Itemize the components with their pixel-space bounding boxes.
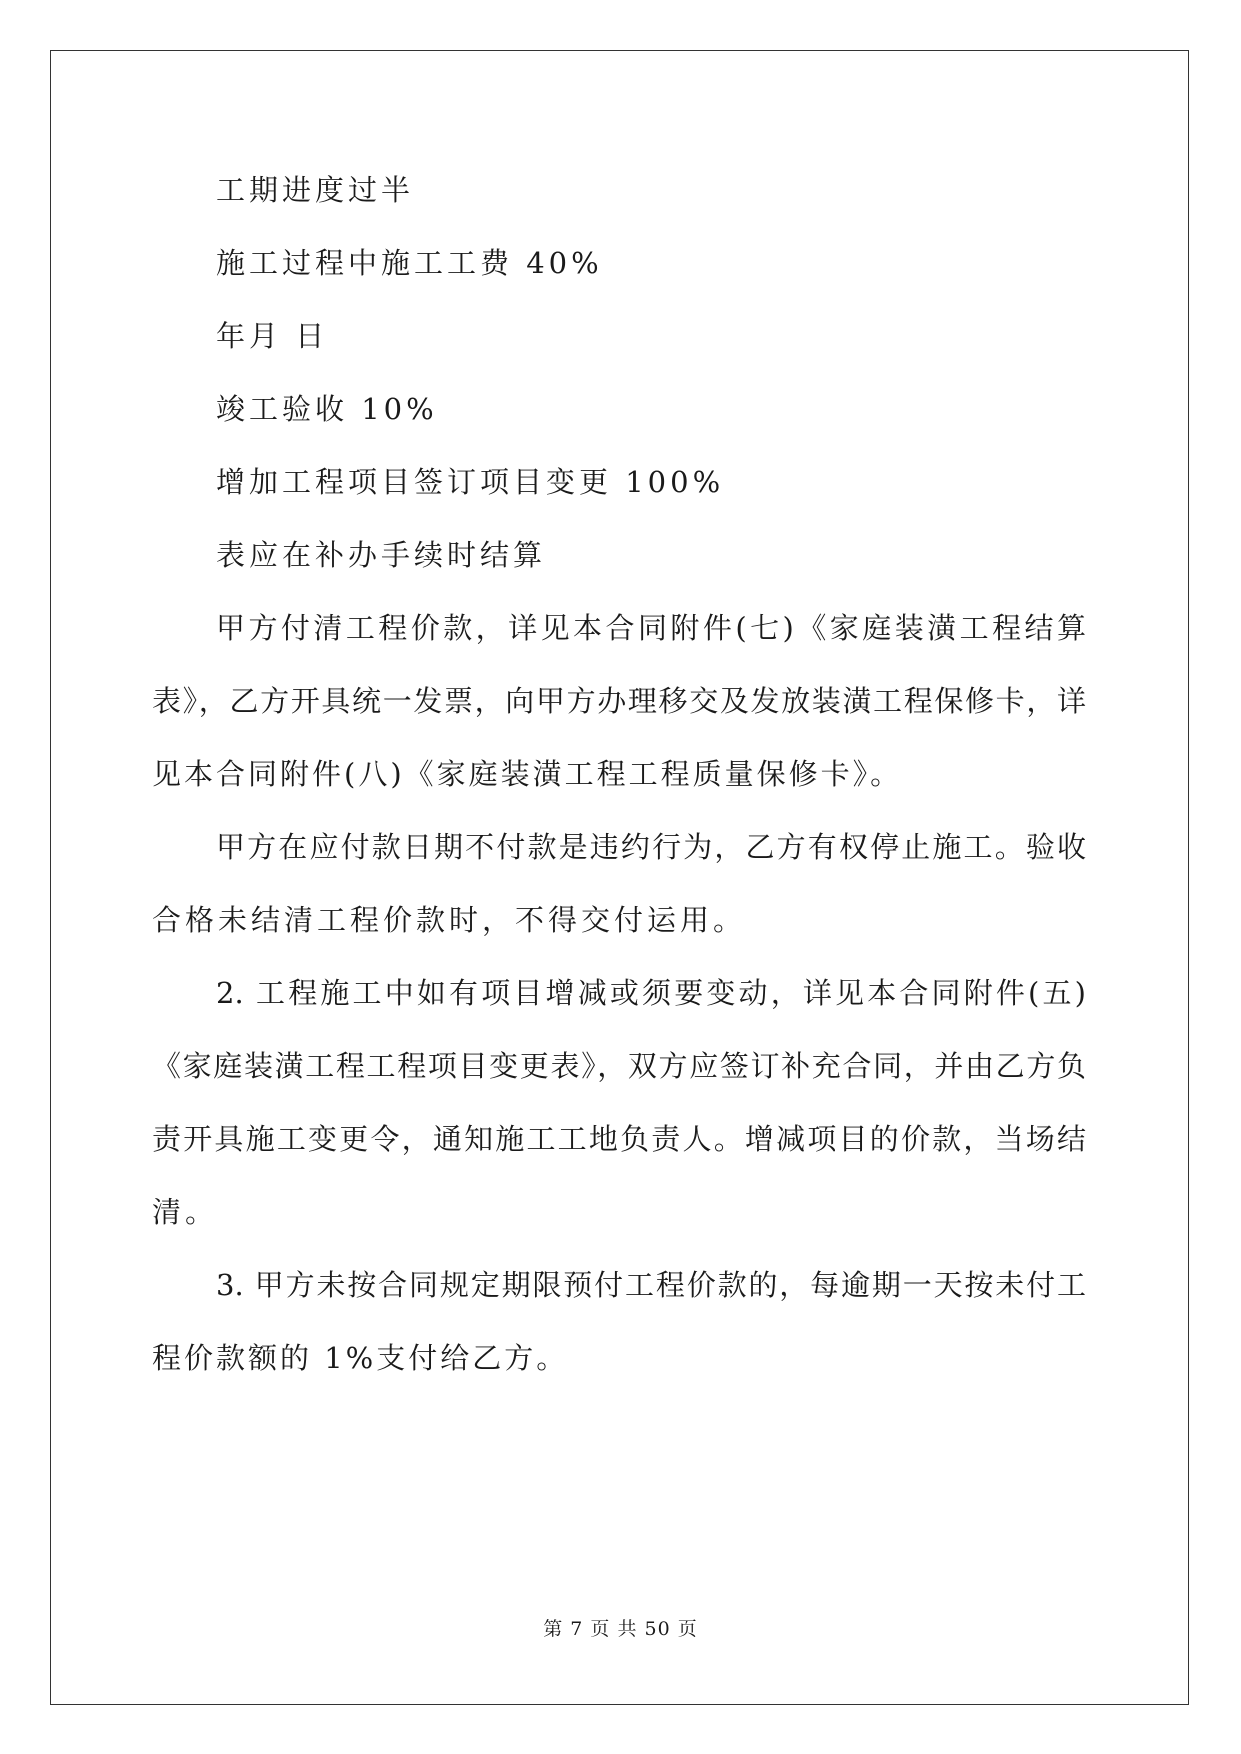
text-line: 表应在补办手续时结算 [216, 538, 547, 572]
text-line: 年月 日 [216, 319, 329, 353]
paragraph-line: 合格未结清工程价款时，不得交付运用。 [152, 903, 747, 937]
paragraph-line: 甲方在应付款日期不付款是违约行为，乙方有权停止施工。验收 [216, 830, 1086, 864]
paragraph-line: 2. 工程施工中如有项目增减或须要变动，详见本合同附件(五) [216, 976, 1086, 1010]
text-line: 施工过程中施工工费 40% [216, 246, 603, 280]
paragraph-line: 见本合同附件(八)《家庭装潢工程工程质量保修卡》。 [152, 757, 903, 791]
paragraph-line: 清。 [152, 1195, 219, 1229]
text-line: 工期进度过半 [216, 173, 415, 207]
text-line: 增加工程项目签订项目变更 100% [216, 465, 725, 499]
paragraph-line: 《家庭装潢工程工程项目变更表》，双方应签订补充合同，并由乙方负 [152, 1049, 1086, 1083]
paragraph-line: 表》，乙方开具统一发票，向甲方办理移交及发放装潢工程保修卡，详 [152, 684, 1086, 718]
paragraph-line: 责开具施工变更令，通知施工工地负责人。增减项目的价款，当场结 [152, 1122, 1086, 1156]
paragraph-line: 程价款额的 1%支付给乙方。 [152, 1341, 569, 1375]
text-line: 竣工验收 10% [216, 392, 438, 426]
page-number-footer: 第 7 页 共 50 页 [543, 1618, 698, 1640]
page-border [50, 50, 1189, 1705]
paragraph-line: 甲方付清工程价款，详见本合同附件(七)《家庭装潢工程结算 [216, 611, 1086, 645]
paragraph-line: 3. 甲方未按合同规定期限预付工程价款的，每逾期一天按未付工 [216, 1268, 1086, 1302]
